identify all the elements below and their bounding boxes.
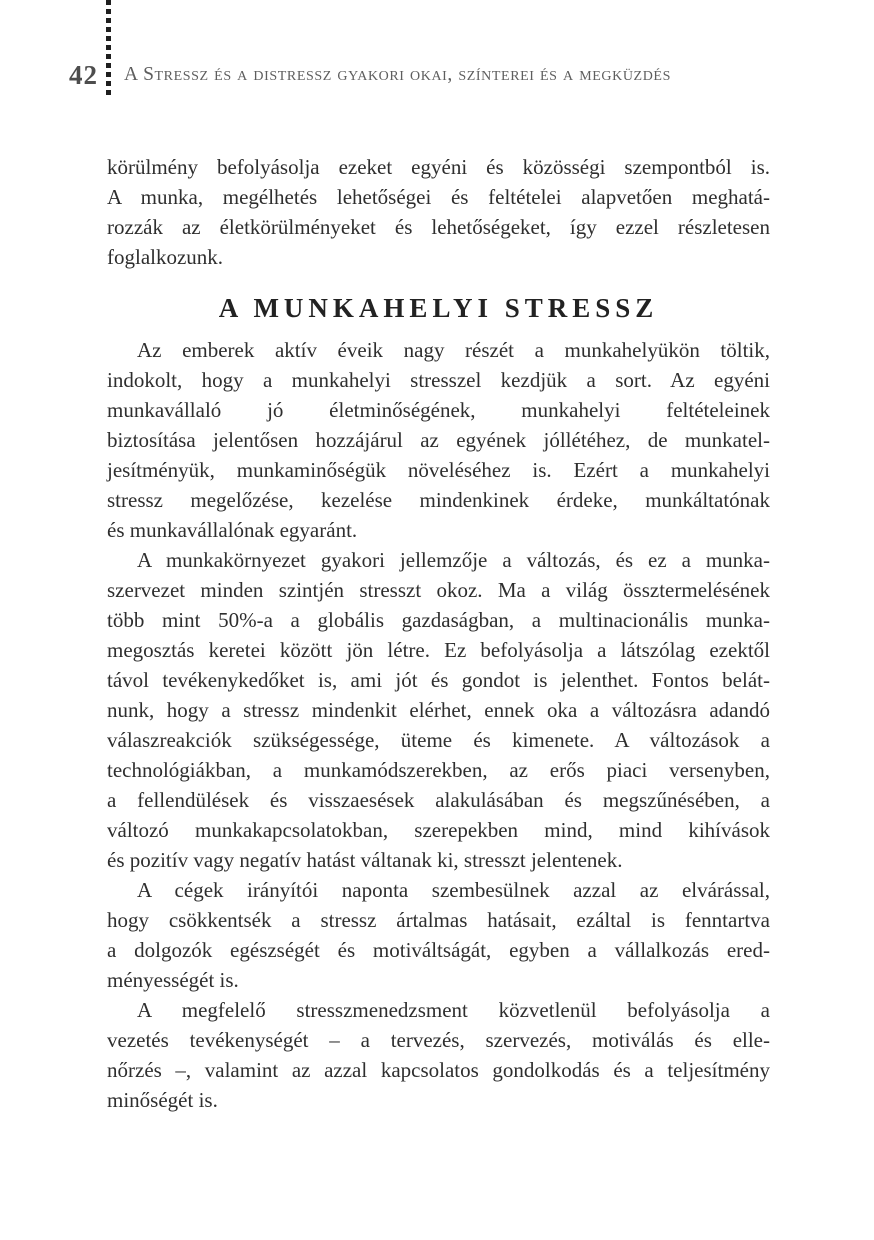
page-content: [107, 152, 770, 1115]
paragraph-line: a dolgozók egészségét és motiváltságát, egyben a vállalkozás ered-: [107, 938, 770, 962]
paragraph-line: Az emberek aktív éveik nagy részét a munkahelyükön töltik,: [137, 338, 770, 362]
paragraph: [107, 335, 770, 545]
paragraph-line: változó munkakapcsolatokban, szerepekben mind, mind kihívások: [107, 818, 770, 842]
paragraph-line: és pozitív vagy negatív hatást váltanak ki, stresszt jelentenek.: [107, 848, 623, 872]
paragraph-line: nőrzés –, valamint az azzal kapcsolatos gondolkodás és a teljesítmény: [107, 1058, 770, 1082]
section-heading: A MUNKAHELYI STRESSZ: [218, 293, 659, 323]
paragraph-line: indokolt, hogy a munkahelyi stresszel kezdjük a sort. Az egyéni: [107, 368, 770, 392]
paragraph-line: rozzák az életkörülményeket és lehetőségeket, így ezzel részletesen: [107, 215, 770, 239]
paragraph-line: nunk, hogy a stressz mindenkit elérhet, ennek oka a változásra adandó: [107, 698, 770, 722]
paragraph-line: technológiákban, a munkamódszerekben, az erős piaci versenyben,: [107, 758, 770, 782]
paragraph-line: a fellendülések és visszaesések alakulásában és megszűnésében, a: [107, 788, 770, 812]
paragraph-line: stressz megelőzése, kezelése mindenkinek érdeke, munkáltatónak: [107, 488, 770, 512]
paragraph-line: jesítményük, munkaminőségük növeléséhez is. Ezért a munkahelyi: [107, 458, 770, 482]
paragraph-line: válaszreakciók szükségessége, üteme és kimenete. A változások a: [107, 728, 770, 752]
paragraph-line: minőségét is.: [107, 1088, 218, 1112]
paragraph-line: A megfelelő stresszmenedzsment közvetlenül befolyásolja a: [137, 998, 770, 1022]
paragraph-line: A cégek irányítói naponta szembesülnek azzal az elvárással,: [137, 878, 770, 902]
paragraph-line: hogy csökkentsék a stressz ártalmas hatásait, ezáltal is fenntartva: [107, 908, 770, 932]
paragraph: [107, 995, 770, 1115]
paragraph-line: távol tevékenykedőket is, ami jót és gondot is jelenthet. Fontos belát-: [107, 668, 770, 692]
paragraph-line: megosztás keretei között jön létre. Ez befolyásolja a látszólag ezektől: [107, 638, 770, 662]
paragraph-line: körülmény befolyásolja ezeket egyéni és közösségi szempontból is.: [107, 155, 770, 179]
dotted-divider: [106, 0, 111, 99]
paragraph-line: több mint 50%-a a globális gazdaságban, a multinacionális munka-: [107, 608, 770, 632]
paragraph-line: A munkakörnyezet gyakori jellemzője a változás, és ez a munka-: [137, 548, 770, 572]
paragraph-line: szervezet minden szintjén stresszt okoz. Ma a világ össztermelésének: [107, 578, 770, 602]
paragraph-line: A munka, megélhetés lehetőségei és feltételei alapvetően meghatá-: [107, 185, 770, 209]
paragraph: [107, 875, 770, 995]
paragraph: [107, 152, 770, 272]
running-title: A Stressz és a distressz gyakori okai, színterei és a megküzdés: [124, 64, 671, 85]
paragraph-line: vezetés tevékenységét – a tervezés, szervezés, motiválás és elle-: [107, 1028, 770, 1052]
paragraph-line: foglalkozunk.: [107, 245, 224, 269]
page-number: 42: [69, 60, 98, 90]
paragraph-line: ményességét is.: [107, 968, 239, 992]
paragraph-line: munkavállaló jó életminőségének, munkahelyi feltételeinek: [107, 398, 770, 422]
paragraph-line: biztosítása jelentősen hozzájárul az egyének jóllétéhez, de munkatel-: [107, 428, 770, 452]
paragraph-line: és munkavállalónak egyaránt.: [107, 518, 358, 542]
paragraph: [107, 545, 770, 875]
